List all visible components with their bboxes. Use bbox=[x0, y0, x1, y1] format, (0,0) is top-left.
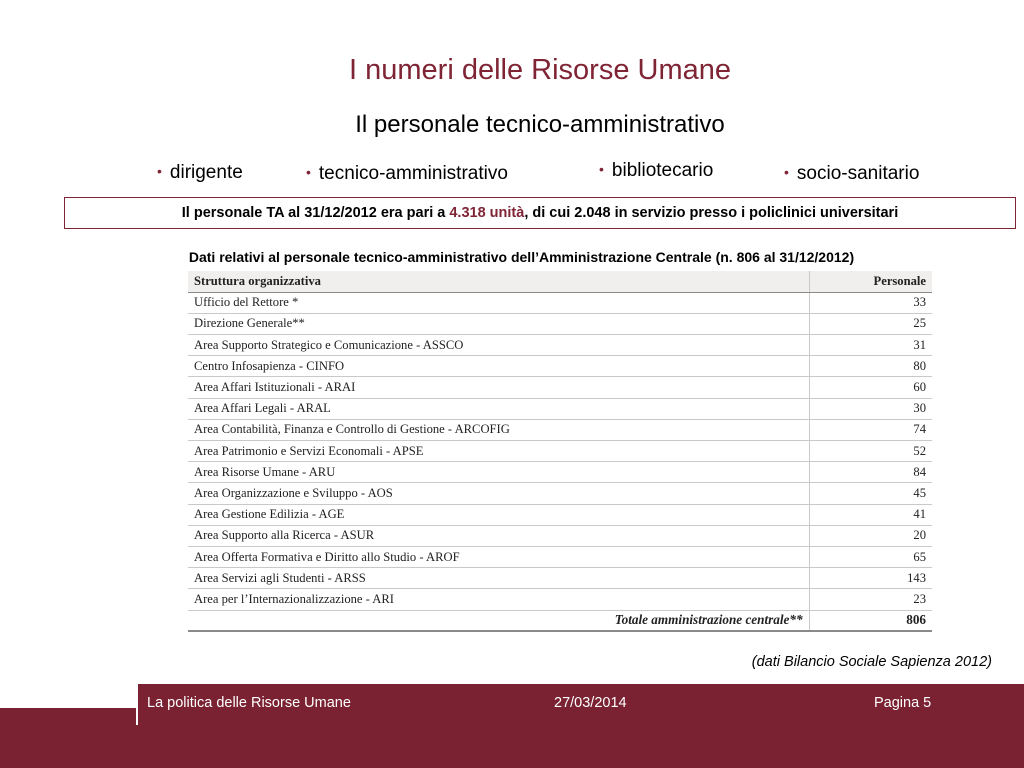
footer-page-number: Pagina 5 bbox=[874, 695, 932, 711]
table-row bbox=[188, 377, 932, 398]
row-structure: Area Offerta Formativa e Diritto allo Studio - AROF bbox=[188, 546, 809, 567]
row-count: 41 bbox=[809, 504, 932, 525]
footer-presentation-title: La politica delle Risorse Umane bbox=[147, 695, 351, 711]
row-count: 60 bbox=[809, 377, 932, 398]
table-row bbox=[188, 398, 932, 419]
table-row bbox=[188, 546, 932, 567]
table-total-row bbox=[188, 610, 932, 631]
row-count: 65 bbox=[809, 546, 932, 567]
bullet-dot-icon: • bbox=[784, 164, 789, 180]
table-row bbox=[188, 589, 932, 610]
row-count: 45 bbox=[809, 483, 932, 504]
row-count: 33 bbox=[809, 292, 932, 313]
row-count: 31 bbox=[809, 335, 932, 356]
summary-box bbox=[64, 197, 1016, 229]
table-row bbox=[188, 356, 932, 377]
table-row bbox=[188, 335, 932, 356]
bullet-label: socio-sanitario bbox=[796, 163, 920, 184]
row-count: 84 bbox=[809, 462, 932, 483]
table-row bbox=[188, 313, 932, 334]
row-structure: Area Servizi agli Studenti - ARSS bbox=[188, 568, 809, 589]
bullet-socio-sanitario bbox=[784, 163, 919, 185]
bullet-dot-icon: • bbox=[157, 163, 162, 179]
row-structure: Area Affari Legali - ARAL bbox=[188, 398, 809, 419]
table-row bbox=[188, 292, 932, 313]
table-row bbox=[188, 504, 932, 525]
row-structure: Direzione Generale** bbox=[188, 313, 809, 334]
table-row bbox=[188, 441, 932, 462]
table-row bbox=[188, 525, 932, 546]
column-header-personale: Personale bbox=[809, 271, 932, 292]
row-structure: Area Risorse Umane - ARU bbox=[188, 462, 809, 483]
row-count: 80 bbox=[809, 356, 932, 377]
row-structure: Area Patrimonio e Servizi Economali - APSE bbox=[188, 441, 809, 462]
column-header-struttura: Struttura organizzativa bbox=[188, 271, 809, 292]
bullet-dirigente bbox=[157, 162, 243, 184]
table-row bbox=[188, 462, 932, 483]
row-structure: Area Supporto Strategico e Comunicazione - ASSCO bbox=[188, 335, 809, 356]
footer-date: 27/03/2014 bbox=[554, 695, 627, 711]
summary-text-before: Il personale TA al 31/12/2012 era pari a bbox=[181, 205, 450, 221]
row-count: 30 bbox=[809, 398, 932, 419]
table-row bbox=[188, 419, 932, 440]
row-structure: Area Organizzazione e Sviluppo - AOS bbox=[188, 483, 809, 504]
bullet-label: tecnico-amministrativo bbox=[318, 163, 508, 184]
table-header-row bbox=[188, 271, 932, 292]
slide-title: I numeri delle Risorse Umane bbox=[349, 54, 731, 86]
bullet-label: dirigente bbox=[169, 162, 243, 183]
row-structure: Area Contabilità, Finanza e Controllo di Gestione - ARCOFIG bbox=[188, 419, 809, 440]
row-count: 25 bbox=[809, 313, 932, 334]
bullet-dot-icon: • bbox=[306, 164, 311, 180]
bullet-label: bibliotecario bbox=[611, 160, 714, 181]
summary-text-after: , di cui 2.048 in servizio presso i policlinici universitari bbox=[524, 205, 899, 221]
row-structure: Area Affari Istituzionali - ARAI bbox=[188, 377, 809, 398]
total-label: Totale amministrazione centrale** bbox=[188, 610, 809, 631]
row-count: 23 bbox=[809, 589, 932, 610]
row-count: 143 bbox=[809, 568, 932, 589]
bullet-tecnico-amministrativo bbox=[306, 163, 508, 185]
row-structure: Centro Infosapienza - CINFO bbox=[188, 356, 809, 377]
staff-table bbox=[188, 271, 932, 632]
table-row bbox=[188, 568, 932, 589]
row-count: 20 bbox=[809, 525, 932, 546]
row-count: 52 bbox=[809, 441, 932, 462]
slide-subtitle: Il personale tecnico-amministrativo bbox=[355, 111, 725, 138]
bullet-bibliotecario bbox=[599, 160, 713, 182]
table-caption: Dati relativi al personale tecnico-amministrativo dell’Amministrazione Centrale (n. 806 al 31/12/2012) bbox=[188, 249, 855, 265]
total-value: 806 bbox=[809, 610, 932, 631]
source-note: (dati Bilancio Sociale Sapienza 2012) bbox=[751, 654, 992, 670]
summary-highlight: 4.318 unità bbox=[449, 205, 525, 221]
row-structure: Area Gestione Edilizia - AGE bbox=[188, 504, 809, 525]
row-structure: Area per l’Internazionalizzazione - ARI bbox=[188, 589, 809, 610]
row-structure: Area Supporto alla Ricerca - ASUR bbox=[188, 525, 809, 546]
row-structure: Ufficio del Rettore * bbox=[188, 292, 809, 313]
table-row bbox=[188, 483, 932, 504]
staff-table-container bbox=[188, 271, 932, 634]
row-count: 74 bbox=[809, 419, 932, 440]
bullet-dot-icon: • bbox=[599, 161, 604, 177]
